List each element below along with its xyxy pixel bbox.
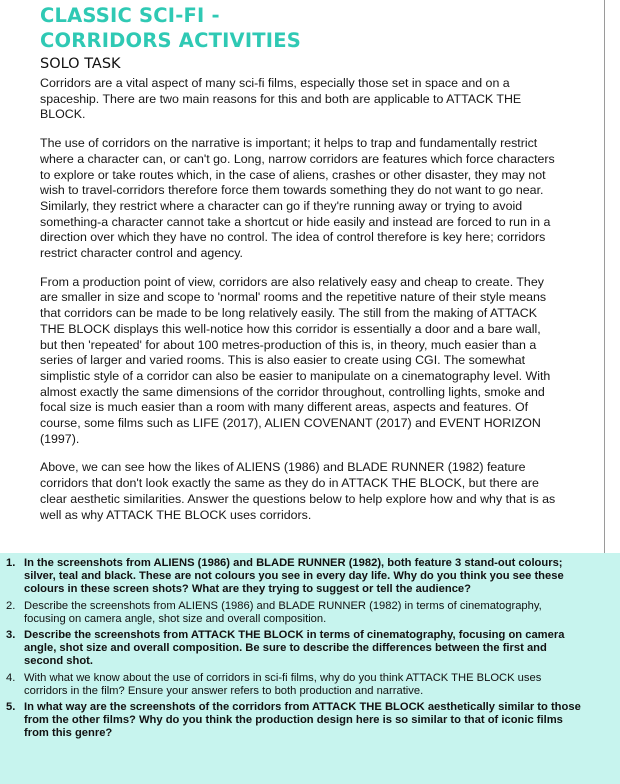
question-item <box>0 557 620 597</box>
question-item <box>0 701 620 741</box>
paragraph-comparison: Above, we can see how the likes of ALIENS (1986) and BLADE RUNNER (1982) feature corridors that don't look exactly the same as they do in ATTACK THE BLOCK, but there are clear aesthetic similarities. Answer the questions below to help explore how and why that is as well as why ATTACK THE BLOCK uses corridors. <box>40 460 556 522</box>
question-text: In what way are the screenshots of the corridors from ATTACK THE BLOCK aesthetically similar to those from the other films? Why do you think the production design here is so similar to that of iconic films from this genre? <box>24 701 581 740</box>
question-item <box>0 600 620 626</box>
title-line-2: CORRIDORS ACTIVITIES <box>40 29 302 52</box>
page-edge-rule <box>604 0 605 553</box>
question-text: With what we know about the use of corridors in sci-fi films, why do you think ATTACK THE BLOCK uses corridors in the film? Ensure your answer refers to both production and narrative. <box>24 671 542 697</box>
question-text: Describe the screenshots from ALIENS (1986) and BLADE RUNNER (1982) in terms of cinematography, focusing on camera angle, shot size and overall composition. <box>24 599 542 625</box>
question-item <box>0 629 620 669</box>
page-title <box>40 3 301 53</box>
paragraph-intro: Corridors are a vital aspect of many sci-fi films, especially those set in space and on a spaceship. There are two main reasons for this and both are applicable to ATTACK THE BLOCK. <box>40 76 522 122</box>
question-number: 2. <box>6 599 16 612</box>
question-text: In the screenshots from ALIENS (1986) and BLADE RUNNER (1982), both feature 3 stand-out colours; silver, teal and black. These are not colours you see in every day life. Why do you think you see these colours in these screen shots? What are they trying to suggest or tell the audience? <box>24 557 564 596</box>
questions-panel <box>0 553 620 784</box>
question-number: 5. <box>6 701 16 714</box>
body-text <box>40 76 560 536</box>
paragraph-narrative: The use of corridors on the narrative is important; it helps to trap and fundamentally restrict where a character can, or can't go. Long, narrow corridors are features which force characters to explore or take routes which, in the case of aliens, crashes or other disaster, they may not wish to travel-corridors therefore force them towards something they do not want to go near. Similarly, they restrict where a character can go if they're running away or trying to avoid something-a character cannot take a shortcut or hide easily and instead are forced to run in a direction over which they have no control. The idea of control therefore is key here; corridors restrict character control and agency. <box>40 136 555 261</box>
question-number: 3. <box>6 629 16 642</box>
question-number: 1. <box>6 557 16 569</box>
question-text: Describe the screenshots from ATTACK THE BLOCK in terms of cinematography, focusing on camera angle, shot size and overall composition. Be sure to describe the differences between the first and second shot. <box>24 629 565 668</box>
section-subtitle: SOLO TASK <box>40 56 121 72</box>
question-number: 4. <box>6 671 16 684</box>
question-list <box>0 553 620 741</box>
title-line-1: CLASSIC SCI-FI - <box>40 4 220 27</box>
paragraph-production: From a production point of view, corridors are also relatively easy and cheap to create. They are smaller in size and scope to 'normal' rooms and the repetitive nature of their style means that corridors can be made to be long relatively easily. The still from the making of ATTACK THE BLOCK displays this well-notice how this corridor is essentially a door and a bare wall, but then 'repeated' for about 100 metres-production of this is, in theory, much easier than a series of larger and varied rooms. This is also easier to create using CGI. The somewhat simplistic style of a corridor can also be easier to manipulate on a cinematography level. With almost exactly the same dimensions of the corridor throughout, controlling lights, smoke and focal size is much easier than a room with many different areas, aspects and features. Of course, some films such as LIFE (2017), ALIEN COVENANT (2017) and EVENT HORIZON (1997). <box>40 274 551 446</box>
question-item <box>0 672 620 698</box>
